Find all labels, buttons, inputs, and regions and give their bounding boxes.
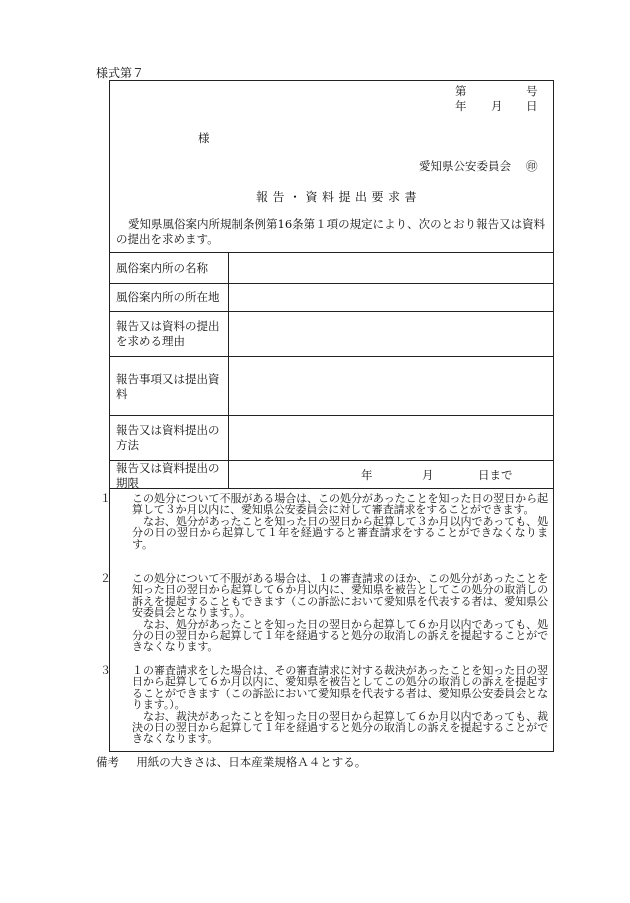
number-suffix: 号 [526,84,538,98]
row-label-name: 風俗案内所の名称 [116,261,208,275]
request-form [100,80,554,752]
note-sub: なお、裁決があったことを知った日の翌日から起算して６か月以内であっても、裁決の日の翌日から起算して１年を経過すると処分の取消しの訴えを提起することができなくなります。 [132,709,548,746]
row-label-method: 報告又は資料提出の方法 [116,423,220,452]
addressee-suffix: 様 [198,131,210,145]
row-label-deadline: 報告又は資料提出の期限 [116,461,220,490]
date-month: 月 [491,99,503,113]
note-text: この処分について不服がある場合は、この処分があったことを知った日の翌日から起算して３か月以内に、愛知県公安委員会に対して審査請求をすることができます。 [132,492,548,517]
deadline-year: 年 [361,468,373,482]
seal-mark: ㊞ [526,159,538,173]
date-day: 日 [526,99,538,113]
value-reason[interactable] [230,312,552,355]
issuer-name: 愛知県公安委員会 [419,159,511,173]
appeal-note-2 [100,572,548,654]
note-index: １ [100,492,111,505]
appeal-note-3 [100,664,548,746]
note-text: １の審査請求をした場合は、その審査請求に対する裁決があったことを知った日の翌日から起算して６か月以内に、愛知県を被告としてこの処分の取消しの訴えを提起することができます（この訴訟において愛知県を代表する者は、愛知県公安委員会となります。）。 [132,664,548,712]
deadline-day: 日まで [478,468,513,482]
number-label: 第 [455,84,467,98]
date-year: 年 [455,99,467,113]
remark-label: 備考 [96,755,119,769]
value-items[interactable] [230,357,552,414]
column-divider [228,252,229,488]
document-title: 報告・資料提出要求書 [256,190,422,204]
note-index: ３ [100,664,111,677]
remark-text: 用紙の大きさは、日本産業規格Ａ４とする。 [136,755,367,769]
note-index: ２ [100,572,111,585]
value-name[interactable] [230,253,552,282]
remark-line [96,754,366,770]
value-method[interactable] [230,416,552,459]
row-label-location: 風俗案内所の所在地 [116,290,220,304]
form-number-label: 様式第７ [96,66,145,80]
note-text: この処分について不服がある場合は、１の審査請求のほか、この処分があったことを知った日の翌日から起算して６か月以内に、愛知県を被告としてこの処分の取消しの訴えを提起することもできます（この訴訟において愛知県を代表する者は、愛知県公安委員会となります。）。 [132,572,548,620]
intro-text: 愛知県風俗案内所規制条例第16条第１項の規定により、次のとおり報告又は資料の提出を求めます。 [116,217,546,246]
row-label-reason: 報告又は資料の提出を求める理由 [116,319,220,348]
row-label-items: 報告事項又は提出資料 [116,372,220,401]
value-location[interactable] [230,284,552,310]
deadline-month: 月 [422,468,434,482]
appeal-note-1 [100,492,548,551]
note-sub: なお、処分があったことを知った日の翌日から起算して６か月以内であっても、処分の日の翌日から起算して１年を経過すると処分の取消しの訴えを提起することができなくなります。 [132,617,548,654]
note-sub: なお、処分があったことを知った日の翌日から起算して３か月以内であっても、処分の日の翌日から起算して１年を経過すると審査請求をすることができなくなります。 [132,514,548,551]
